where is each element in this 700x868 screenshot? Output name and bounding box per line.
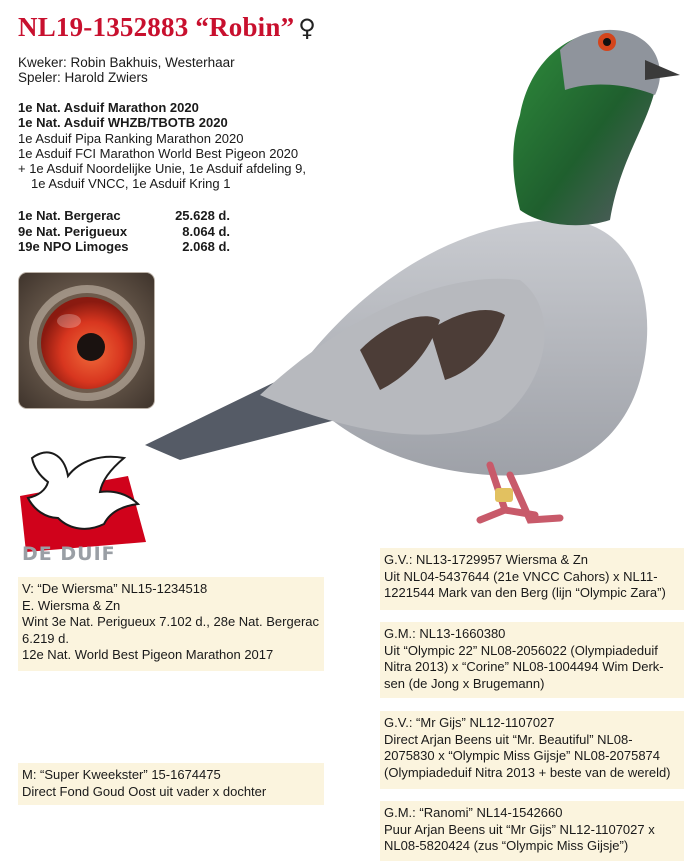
female-symbol: ♀	[298, 14, 317, 42]
pedigree-line: Uit NL04-5437644 (21e VNCC Cahors) x NL11-	[384, 568, 658, 584]
pedigree-line: 1221544 Mark van den Berg (lijn “Olympic Zara”)	[384, 585, 666, 600]
achievement-item: 1e Nat. Asduif Marathon 2020	[18, 100, 199, 115]
result-race: 1e Nat. Bergerac	[18, 208, 121, 223]
result-race: 9e Nat. Perigueux	[18, 223, 128, 239]
achievement-item: 1e Asduif FCI Marathon World Best Pigeon 2020	[18, 145, 299, 161]
pedigree-father	[18, 577, 324, 671]
achievement-item: 1e Asduif Pipa Ranking Marathon 2020	[18, 130, 244, 146]
pedigree-grandmother-father	[380, 622, 684, 698]
pedigree-grandfather-father	[380, 548, 684, 610]
pedigree-line: 12e Nat. World Best Pigeon Marathon 2017	[22, 647, 274, 662]
pedigree-line: G.M.: “Ranomi” NL14-1542660	[384, 805, 563, 820]
achievement-item: 1e Nat. Asduif WHZB/TBOTB 2020	[18, 115, 228, 131]
pedigree-grandfather-mother	[380, 711, 684, 789]
result-birds: 8.064 d.	[182, 223, 230, 239]
eye-closeup-image	[19, 273, 154, 408]
eye-icon	[19, 273, 154, 408]
achievement-item: + 1e Asduif Noordelijke Unie, 1e Asduif afdeling 9,	[18, 161, 306, 177]
breeder-line: Kweker: Robin Bakhuis, Westerhaar	[18, 55, 235, 70]
pedigree-line: Wint 3e Nat. Perigueux 7.102 d., 28e Nat. Bergerac	[22, 614, 320, 629]
pedigree-line: G.V.: NL13-1729957 Wiersma & Zn	[384, 552, 589, 567]
pedigree-line: Puur Arjan Beens uit “Mr Gijs” NL12-1107027 x	[384, 821, 655, 837]
result-race: 19e NPO Limoges	[18, 239, 129, 254]
pedigree-grandmother-mother	[380, 801, 684, 861]
pedigree-line: 6.219 d.	[22, 630, 69, 646]
pedigree-line: M: “Super Kweekster” 15-1674475	[22, 767, 221, 782]
pedigree-mother	[18, 763, 324, 805]
pedigree-line: Direct Fond Goud Oost uit vader x dochter	[22, 783, 267, 799]
pedigree-line: V: “De Wiersma” NL15-1234518	[22, 581, 208, 596]
pedigree-line: 2075830 x “Olympic Miss Gijsje” NL08-2075874	[384, 748, 661, 763]
logo-text: DE DUIF	[22, 543, 116, 565]
pedigree-line: E. Wiersma & Zn	[22, 597, 121, 613]
pedigree-line: G.V.: “Mr Gijs” NL12-1107027	[384, 715, 555, 730]
pedigree-line: Direct Arjan Beens uit “Mr. Beautiful” NL08-	[384, 731, 633, 747]
achievement-item: 1e Asduif VNCC, 1e Asduif Kring 1	[31, 176, 231, 192]
pedigree-line: NL08-5820424 (zus “Olympic Miss Gijsje”)	[384, 838, 629, 853]
result-birds: 2.068 d.	[182, 239, 230, 254]
pedigree-line: G.M.: NL13-1660380	[384, 626, 506, 641]
pedigree-line: Nitra 2013) x “Corine” NL08-1004494 Wim Derk-	[384, 659, 664, 674]
pedigree-line: (Olympiadeduif Nitra 2013 + beste van de wereld)	[384, 764, 671, 780]
pedigree-line: Uit “Olympic 22” NL08-2056022 (Olympiadeduif	[384, 642, 658, 658]
ring-number-title: NL19-1352883 “Robin”	[18, 12, 295, 42]
result-birds: 25.628 d.	[175, 208, 230, 223]
player-line: Speler: Harold Zwiers	[18, 70, 148, 85]
pigeon-photo	[140, 20, 700, 540]
pedigree-line: sen (de Jong x Brugemann)	[384, 675, 545, 691]
